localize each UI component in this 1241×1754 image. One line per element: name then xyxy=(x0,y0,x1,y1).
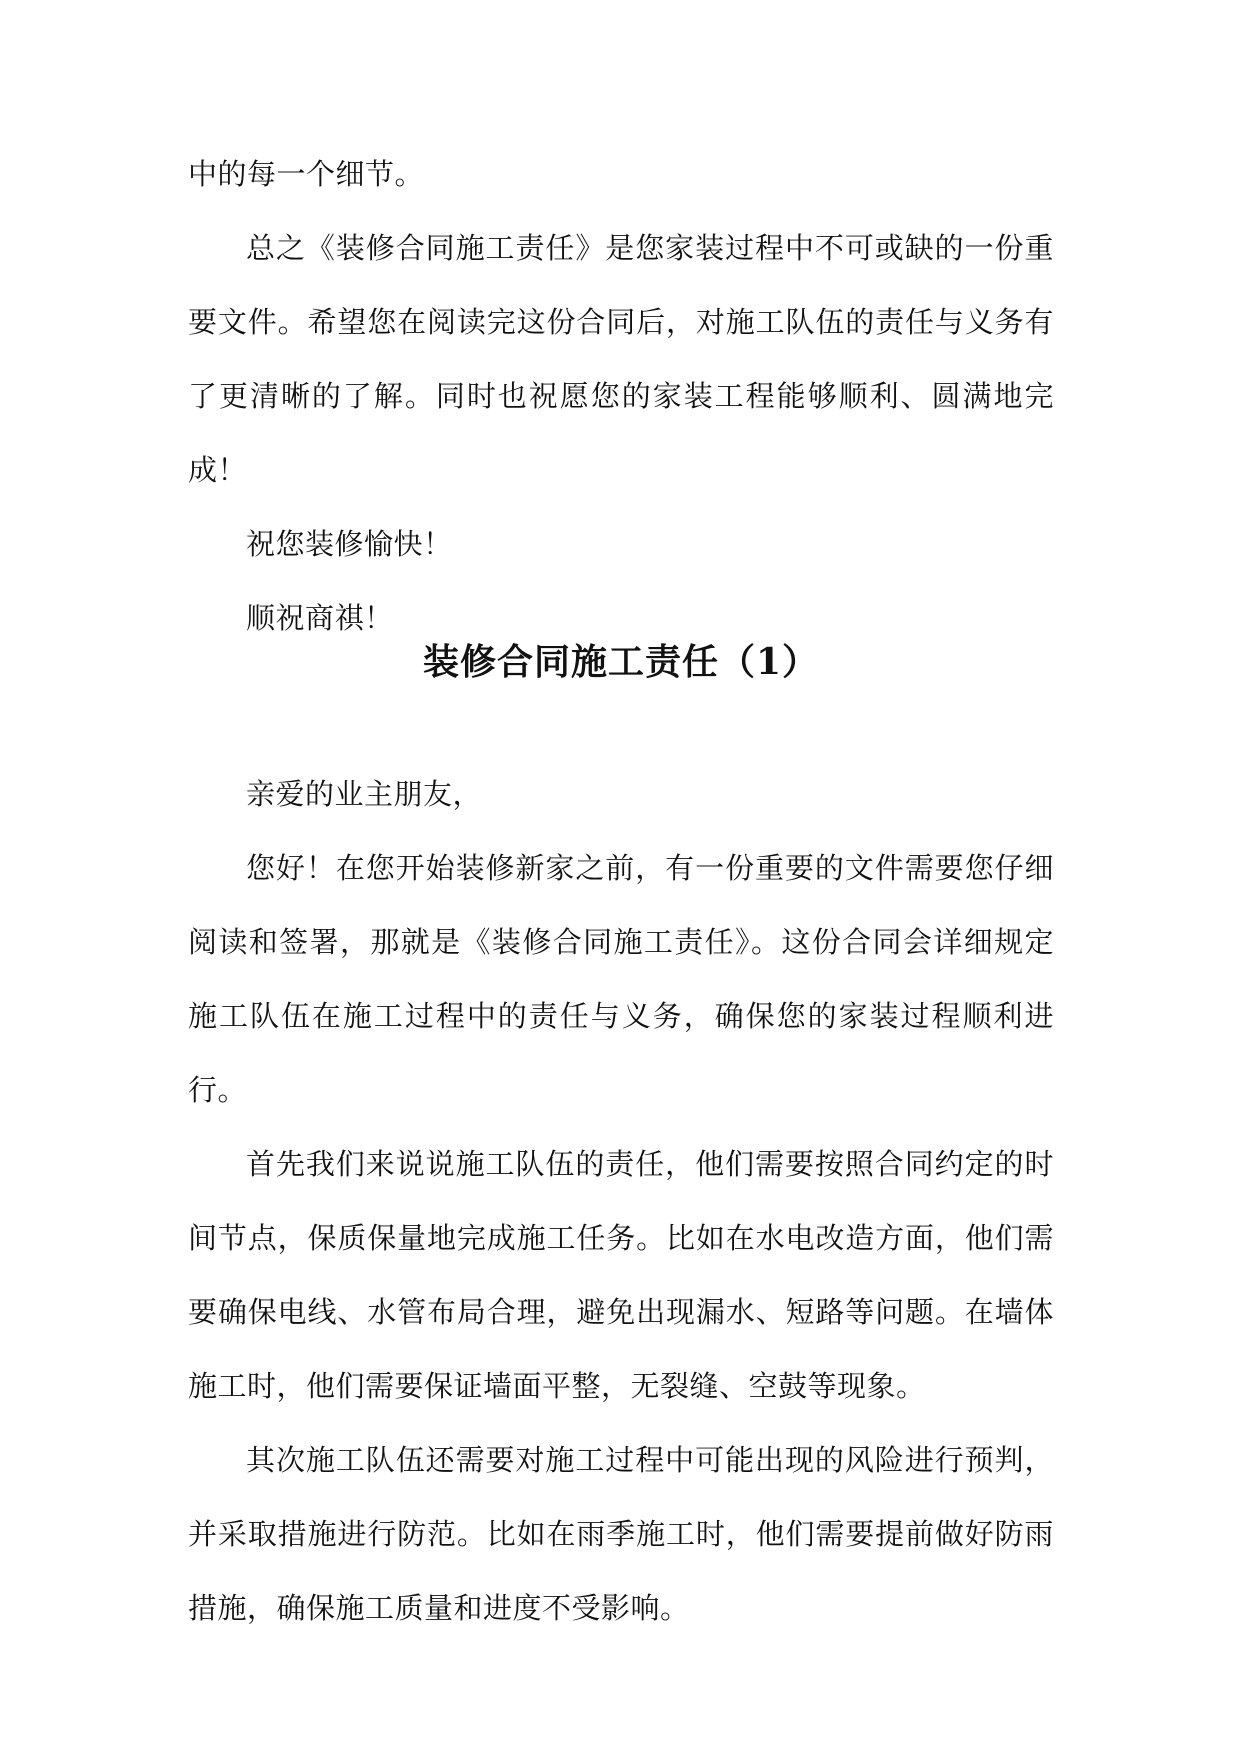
paragraph-salutation: 亲爱的业主朋友， xyxy=(246,777,483,811)
top-text-block xyxy=(188,137,1054,655)
paragraph-responsibility: 首先我们来说说施工队伍的责任，他们需要按照合同约定的时间节点，保质保量地完成施工任务。比如在水电改造方面，他们需要确保电线、水管布局合理，避免出现漏水、短路等问题。在墙体施工时，他们需要保证墙面平整，无裂缝、空鼓等现象。 xyxy=(188,1147,1054,1403)
paragraph-closing: 顺祝商祺！ xyxy=(246,601,394,635)
paragraph-risk: 其次施工队伍还需要对施工过程中可能出现的风险进行预判，并采取措施进行防范。比如在雨季施工时，他们需要提前做好防雨措施，确保施工质量和进度不受影响。 xyxy=(188,1443,1054,1625)
body-text-block xyxy=(188,757,1054,1645)
section-title: 装修合同施工责任（1） xyxy=(422,641,820,683)
paragraph-conclusion: 总之《装修合同施工责任》是您家装过程中不可或缺的一份重要文件。希望您在阅读完这份合同后，对施工队伍的责任与义务有了更清晰的了解。同时也祝愿您的家装工程能够顺利、圆满地完成！ xyxy=(188,231,1054,487)
paragraph-wish: 祝您装修愉快！ xyxy=(246,527,453,561)
paragraph-greeting: 您好！在您开始装修新家之前，有一份重要的文件需要您仔细阅读和签署，那就是《装修合同施工责任》。这份合同会详细规定施工队伍在施工过程中的责任与义务，确保您的家装过程顺利进行。 xyxy=(188,851,1054,1107)
paragraph-continuation: 中的每一个细节。 xyxy=(188,157,425,191)
